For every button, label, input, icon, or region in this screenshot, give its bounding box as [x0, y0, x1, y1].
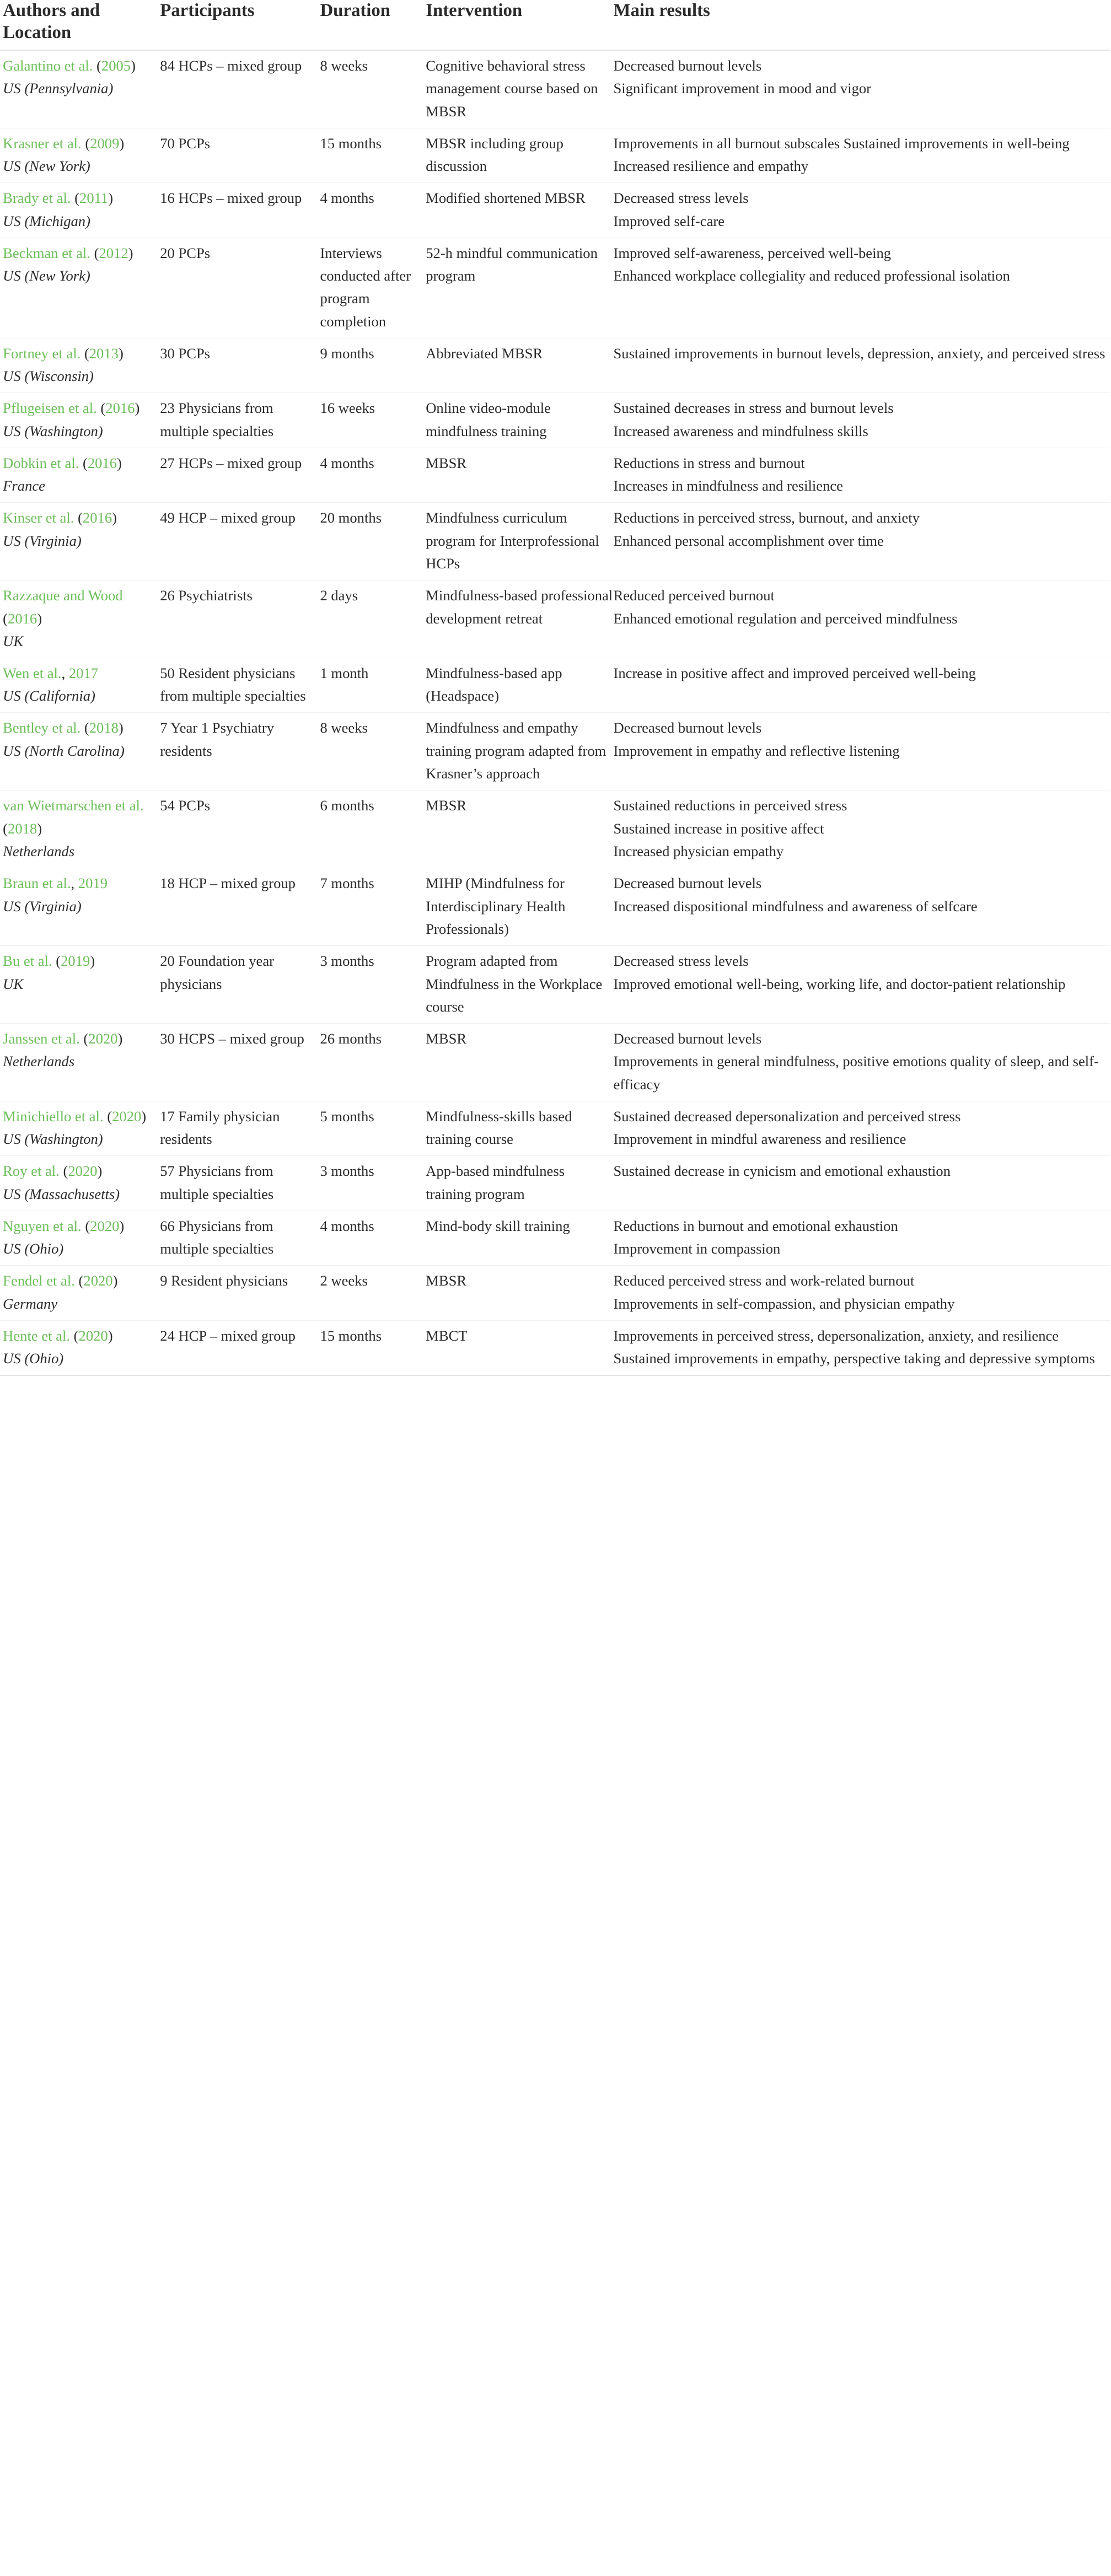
study-location: US (North Carolina)	[3, 742, 125, 759]
cell-participants: 27 HCPs – mixed group	[160, 448, 320, 502]
header-duration: Duration	[320, 0, 426, 50]
year-citation-link[interactable]: 2020	[112, 1107, 142, 1125]
result-line: Improved self-care	[613, 212, 725, 229]
cell-authors-location	[0, 1211, 160, 1265]
result-line: Significant improvement in mood and vigor	[613, 80, 872, 97]
author-citation-link[interactable]: Brady et al.	[3, 190, 71, 207]
study-location: US (Virginia)	[3, 897, 82, 915]
cell-main-results	[614, 868, 1111, 946]
cell-authors-location	[0, 1156, 160, 1211]
cell-main-results	[614, 393, 1111, 448]
author-citation-link[interactable]: Janssen et al.	[3, 1030, 80, 1047]
table-row	[0, 713, 1110, 790]
cell-duration: 5 months	[320, 1101, 426, 1155]
cell-participants: 30 PCPs	[160, 338, 320, 392]
author-citation-link[interactable]: Kinser et al.	[3, 509, 74, 526]
header-main-results: Main results	[614, 0, 1111, 50]
cell-duration: 16 weeks	[320, 393, 426, 448]
result-line: Sustained improvements in burnout levels, depression, anxiety, and perceived stress	[613, 345, 1105, 362]
result-line: Increases in mindfulness and resilience	[613, 477, 843, 494]
result-line: Sustained decrease in cynicism and emotional exhaustion	[613, 1163, 951, 1180]
table-row	[0, 1024, 1110, 1101]
result-line: Improvement in compassion	[613, 1240, 781, 1257]
year-citation-link[interactable]: 2018	[8, 820, 37, 837]
result-line: Sustained decreases in stress and burnout levels	[613, 400, 894, 417]
cell-intervention: MBSR including group discussion	[426, 128, 613, 182]
cell-authors-location	[0, 448, 160, 502]
cell-duration: 6 months	[320, 790, 426, 868]
table-row	[0, 393, 1110, 448]
result-line: Improvements in all burnout subscales Sustained improvements in well-being	[613, 135, 1070, 152]
cell-participants: 18 HCP – mixed group	[160, 868, 320, 946]
cell-duration: 20 months	[320, 503, 426, 580]
result-line: Sustained increase in positive affect	[613, 820, 824, 837]
citation-prefix: (	[90, 244, 99, 261]
result-line: Increased resilience and empathy	[613, 158, 809, 175]
study-location: UK	[3, 632, 24, 649]
cell-participants: 26 Psychiatrists	[160, 580, 320, 658]
cell-intervention: Mindfulness and empathy training program adapted from Krasner’s approach	[426, 713, 613, 790]
citation-prefix: (	[3, 820, 8, 837]
cell-duration: 2 weeks	[320, 1266, 426, 1320]
study-location: France	[3, 477, 45, 494]
table-row	[0, 1320, 1110, 1375]
cell-authors-location	[0, 946, 160, 1024]
study-location: US (New York)	[3, 158, 90, 175]
table-row	[0, 1266, 1110, 1320]
year-citation-link[interactable]: 2017	[68, 664, 99, 681]
result-line: Improved self-awareness, perceived well-being	[613, 244, 892, 261]
citation-prefix: ,	[71, 875, 78, 892]
result-line: Enhanced emotional regulation and perceived mindfulness	[613, 610, 958, 627]
result-line: Enhanced workplace collegiality and reduced professional isolation	[613, 267, 1010, 284]
cell-participants: 70 PCPs	[160, 128, 320, 182]
cell-participants: 17 Family physician residents	[160, 1101, 320, 1155]
table-row	[0, 238, 1110, 338]
table-row	[0, 128, 1110, 182]
cell-main-results	[614, 183, 1111, 238]
table-row	[0, 946, 1110, 1024]
author-citation-link[interactable]: Pflugeisen et al.	[3, 400, 97, 417]
year-citation-link[interactable]: 2016	[87, 454, 117, 471]
year-citation-link[interactable]: 2020	[90, 1217, 120, 1234]
year-citation-link[interactable]: 2011	[79, 190, 109, 207]
table-row	[0, 338, 1110, 392]
cell-authors-location	[0, 580, 160, 658]
cell-main-results	[614, 713, 1111, 790]
cell-authors-location	[0, 713, 160, 790]
year-citation-link[interactable]: 2018	[89, 719, 119, 736]
citation-suffix: )	[90, 953, 95, 970]
year-citation-link[interactable]: 2016	[82, 509, 112, 526]
author-citation-link[interactable]: Minichiello et al.	[3, 1107, 104, 1125]
table-row	[0, 790, 1110, 868]
citation-prefix: (	[93, 57, 101, 74]
author-citation-link[interactable]: Fortney et al.	[3, 345, 81, 362]
result-line: Improvement in mindful awareness and resilience	[613, 1131, 906, 1148]
study-location: Germany	[3, 1295, 58, 1312]
result-line: Enhanced personal accomplishment over time	[613, 532, 884, 549]
cell-main-results	[614, 1266, 1111, 1320]
cell-intervention: Abbreviated MBSR	[426, 338, 613, 392]
study-location: US (Washington)	[3, 1131, 103, 1148]
year-citation-link[interactable]: 2020	[83, 1272, 113, 1289]
table-body	[0, 50, 1110, 1375]
cell-duration: 2 days	[320, 580, 426, 658]
year-citation-link[interactable]: 2013	[89, 345, 119, 362]
cell-authors-location	[0, 790, 160, 868]
cell-intervention: Program adapted from Mindfulness in the Workplace course	[426, 946, 613, 1024]
citation-suffix: )	[37, 820, 42, 837]
citation-suffix: )	[135, 400, 140, 417]
citation-prefix: (	[70, 1327, 79, 1344]
cell-participants: 84 HCPs – mixed group	[160, 50, 320, 128]
author-citation-link[interactable]: Bentley et al.	[3, 719, 81, 736]
citation-prefix: (	[96, 400, 106, 417]
table-row	[0, 183, 1110, 238]
cell-duration: 4 months	[320, 1211, 426, 1265]
cell-intervention: MBSR	[426, 790, 613, 868]
cell-duration: 26 months	[320, 1024, 426, 1101]
cell-main-results	[614, 658, 1111, 713]
table-row	[0, 868, 1110, 946]
year-citation-link[interactable]: 2016	[8, 610, 37, 627]
cell-authors-location	[0, 868, 160, 946]
cell-intervention: Mindfulness-based app (Headspace)	[426, 658, 613, 713]
cell-authors-location	[0, 1101, 160, 1155]
study-location: US (California)	[3, 687, 95, 704]
cell-authors-location	[0, 503, 160, 580]
cell-intervention: MBSR	[426, 1266, 613, 1320]
result-line: Sustained improvements in empathy, perspective taking and depressive symptoms	[613, 1350, 1095, 1367]
author-citation-link[interactable]: Bu et al.	[3, 953, 52, 970]
citation-suffix: )	[112, 509, 117, 526]
year-citation-link[interactable]: 2019	[78, 875, 108, 892]
cell-participants: 20 Foundation year physicians	[160, 946, 320, 1024]
author-citation-link[interactable]: Braun et al.	[3, 875, 71, 892]
cell-participants: 49 HCP – mixed group	[160, 503, 320, 580]
cell-duration: 4 months	[320, 183, 426, 238]
citation-prefix: (	[81, 135, 90, 152]
result-line: Reductions in perceived stress, burnout, and anxiety	[613, 509, 920, 526]
result-line: Decreased stress levels	[613, 190, 749, 207]
cell-participants: 30 HCPS – mixed group	[160, 1024, 320, 1101]
result-line: Decreased burnout levels	[613, 1030, 762, 1047]
cell-intervention: Mind-body skill training	[426, 1211, 613, 1265]
cell-duration: 15 months	[320, 128, 426, 182]
cell-intervention: MIHP (Mindfulness for Interdisciplinary Health Professionals)	[426, 868, 613, 946]
cell-authors-location	[0, 50, 160, 128]
study-location: UK	[3, 975, 24, 992]
table-row	[0, 580, 1110, 658]
cell-participants: 66 Physicians from multiple specialties	[160, 1211, 320, 1265]
citation-suffix: )	[97, 1163, 103, 1180]
citation-prefix: (	[59, 1163, 68, 1180]
header-row	[0, 0, 1110, 50]
cell-authors-location	[0, 1320, 160, 1375]
cell-main-results	[614, 50, 1111, 128]
result-line: Decreased burnout levels	[613, 875, 762, 892]
result-line: Sustained decreased depersonalization and perceived stress	[613, 1107, 961, 1125]
author-citation-link[interactable]: Fendel et al.	[3, 1272, 75, 1289]
cell-intervention: Modified shortened MBSR	[426, 183, 613, 238]
author-citation-link[interactable]: Hente et al.	[3, 1327, 70, 1344]
citation-prefix: (	[71, 190, 80, 207]
cell-intervention: MBSR	[426, 448, 613, 502]
cell-intervention: MBCT	[426, 1320, 613, 1375]
citation-suffix: )	[119, 135, 125, 152]
study-location: US (Massachusetts)	[3, 1185, 120, 1202]
result-line: Improved emotional well-being, working life, and doctor-patient relationship	[613, 975, 1066, 992]
cell-intervention: Mindfulness-based professional development retreat	[426, 580, 613, 658]
citation-prefix: (	[74, 1272, 84, 1289]
cell-duration: 1 month	[320, 658, 426, 713]
citation-suffix: )	[131, 57, 136, 74]
cell-duration: 8 weeks	[320, 50, 426, 128]
citation-suffix: )	[108, 190, 114, 207]
citation-suffix: )	[117, 454, 122, 471]
cell-authors-location	[0, 1266, 160, 1320]
cell-main-results	[614, 1211, 1111, 1265]
author-citation-link[interactable]: van Wietmarschen et al.	[3, 797, 144, 814]
citation-prefix: (	[80, 345, 89, 362]
header-intervention: Intervention	[426, 0, 613, 50]
study-location: US (Ohio)	[3, 1350, 64, 1367]
cell-participants: 16 HCPs – mixed group	[160, 183, 320, 238]
cell-authors-location	[0, 393, 160, 448]
table-row	[0, 50, 1110, 128]
author-citation-link[interactable]: Nguyen et al.	[3, 1217, 82, 1234]
cell-participants: 9 Resident physicians	[160, 1266, 320, 1320]
citation-suffix: )	[128, 244, 133, 261]
author-citation-link[interactable]: Roy et al.	[3, 1163, 60, 1180]
citation-prefix: ,	[61, 664, 69, 681]
citation-prefix: (	[3, 610, 8, 627]
header-participants: Participants	[160, 0, 320, 50]
cell-duration: 8 weeks	[320, 713, 426, 790]
cell-authors-location	[0, 183, 160, 238]
result-line: Reductions in stress and burnout	[613, 454, 805, 471]
cell-duration: Interviews conducted after program completion	[320, 238, 426, 338]
cell-participants: 57 Physicians from multiple specialties	[160, 1156, 320, 1211]
cell-intervention: Online video-module mindfulness training	[426, 393, 613, 448]
result-line: Reduced perceived stress and work-related burnout	[613, 1272, 915, 1289]
year-citation-link[interactable]: 2012	[99, 244, 128, 261]
result-line: Decreased burnout levels	[613, 719, 762, 736]
cell-main-results	[614, 238, 1111, 338]
author-citation-link[interactable]: Galantino et al.	[3, 57, 93, 74]
year-citation-link[interactable]: 2016	[105, 400, 135, 417]
citation-suffix: )	[117, 1030, 123, 1047]
cell-duration: 3 months	[320, 946, 426, 1024]
result-line: Improvements in self-compassion, and physician empathy	[613, 1295, 955, 1312]
result-line: Improvements in perceived stress, depersonalization, anxiety, and resilience	[613, 1327, 1059, 1344]
cell-duration: 3 months	[320, 1156, 426, 1211]
header-authors-location: Authors and Location	[0, 0, 160, 50]
study-location: US (Pennsylvania)	[3, 80, 114, 97]
study-location: Netherlands	[3, 843, 75, 860]
cell-authors-location	[0, 338, 160, 392]
study-location: US (New York)	[3, 267, 90, 284]
citation-suffix: )	[112, 1272, 118, 1289]
table-row	[0, 1156, 1110, 1211]
citation-prefix: (	[80, 719, 89, 736]
result-line: Increased physician empathy	[613, 843, 784, 860]
cell-main-results	[614, 338, 1111, 392]
result-line: Decreased burnout levels	[613, 57, 762, 74]
cell-authors-location	[0, 1024, 160, 1101]
result-line: Sustained reductions in perceived stress	[613, 797, 847, 814]
cell-main-results	[614, 1156, 1111, 1211]
cell-main-results	[614, 128, 1111, 182]
cell-authors-location	[0, 128, 160, 182]
result-line: Decreased stress levels	[613, 953, 749, 970]
cell-participants: 23 Physicians from multiple specialties	[160, 393, 320, 448]
result-line: Improvement in empathy and reflective listening	[613, 742, 900, 759]
cell-intervention: Mindfulness curriculum program for Interprofessional HCPs	[426, 503, 613, 580]
year-citation-link[interactable]: 2020	[68, 1163, 98, 1180]
author-citation-link[interactable]: Krasner et al.	[3, 135, 82, 152]
cell-main-results	[614, 1320, 1111, 1375]
cell-participants: 50 Resident physicians from multiple specialties	[160, 658, 320, 713]
table-row	[0, 503, 1110, 580]
table-row	[0, 658, 1110, 713]
citation-prefix: (	[79, 1030, 89, 1047]
cell-intervention: MBSR	[426, 1024, 613, 1101]
year-citation-link[interactable]: 2019	[61, 953, 90, 970]
citation-suffix: )	[118, 719, 124, 736]
cell-main-results	[614, 503, 1111, 580]
citation-suffix: )	[37, 610, 42, 627]
result-line: Increased dispositional mindfulness and awareness of selfcare	[613, 897, 978, 915]
author-citation-link[interactable]: Wen et al.	[3, 664, 62, 681]
citation-prefix: (	[52, 953, 61, 970]
study-location: US (Wisconsin)	[3, 368, 94, 385]
study-location: US (Michigan)	[3, 212, 90, 229]
cell-intervention: Mindfulness-skills based training course	[426, 1101, 613, 1155]
citation-suffix: )	[118, 345, 124, 362]
cell-intervention: 52-h mindful communication program	[426, 238, 613, 338]
cell-main-results	[614, 448, 1111, 502]
cell-authors-location	[0, 238, 160, 338]
study-location: US (Virginia)	[3, 532, 82, 549]
cell-intervention: App-based mindfulness training program	[426, 1156, 613, 1211]
citation-suffix: )	[108, 1327, 113, 1344]
cell-main-results	[614, 946, 1111, 1024]
citation-prefix: (	[103, 1107, 112, 1125]
cell-duration: 7 months	[320, 868, 426, 946]
result-line: Reductions in burnout and emotional exhaustion	[613, 1217, 898, 1234]
cell-intervention: Cognitive behavioral stress management course based on MBSR	[426, 50, 613, 128]
study-location: US (Ohio)	[3, 1240, 64, 1257]
year-citation-link[interactable]: 2020	[78, 1327, 108, 1344]
year-citation-link[interactable]: 2005	[101, 57, 131, 74]
year-citation-link[interactable]: 2009	[90, 135, 120, 152]
result-line: Reduced perceived burnout	[613, 587, 775, 604]
citation-prefix: (	[81, 1217, 90, 1234]
cell-main-results	[614, 580, 1111, 658]
table-row	[0, 1101, 1110, 1155]
year-citation-link[interactable]: 2020	[88, 1030, 118, 1047]
citation-suffix: )	[141, 1107, 147, 1125]
cell-authors-location	[0, 658, 160, 713]
table-row	[0, 1211, 1110, 1265]
cell-duration: 4 months	[320, 448, 426, 502]
study-location: US (Washington)	[3, 422, 103, 439]
cell-duration: 9 months	[320, 338, 426, 392]
citation-suffix: )	[119, 1217, 125, 1234]
cell-main-results	[614, 790, 1111, 868]
cell-participants: 20 PCPs	[160, 238, 320, 338]
result-line: Increase in positive affect and improved perceived well-being	[613, 664, 976, 681]
result-line: Increased awareness and mindfulness skills	[613, 422, 868, 439]
author-citation-link[interactable]: Dobkin et al.	[3, 454, 79, 471]
author-citation-link[interactable]: Razzaque and Wood	[3, 587, 123, 604]
cell-participants: 24 HCP – mixed group	[160, 1320, 320, 1375]
cell-participants: 7 Year 1 Psychiatry residents	[160, 713, 320, 790]
cell-main-results	[614, 1024, 1111, 1101]
cell-main-results	[614, 1101, 1111, 1155]
table-row	[0, 448, 1110, 502]
citation-prefix: (	[74, 509, 83, 526]
citation-prefix: (	[79, 454, 88, 471]
result-line: Improvements in general mindfulness, positive emotions quality of sleep, and self-efficacy	[613, 1053, 1099, 1093]
author-citation-link[interactable]: Beckman et al.	[3, 244, 90, 261]
cell-participants: 54 PCPs	[160, 790, 320, 868]
cell-duration: 15 months	[320, 1320, 426, 1375]
study-location: Netherlands	[3, 1053, 75, 1070]
